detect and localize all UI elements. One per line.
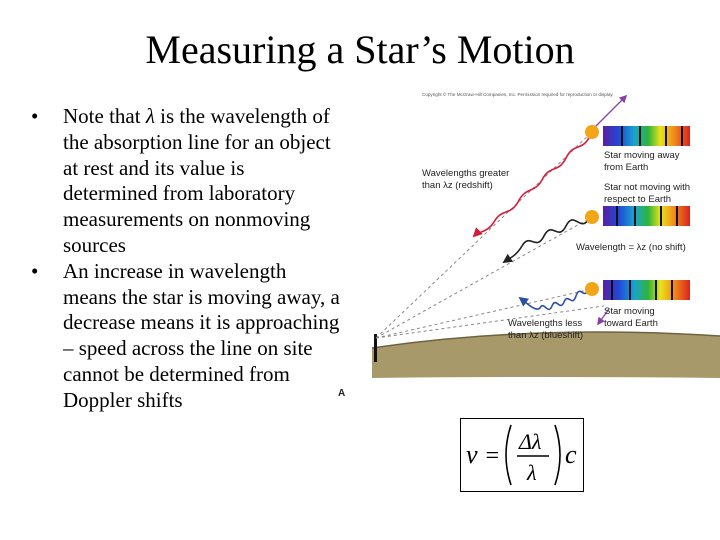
spectrum-redshifted — [603, 126, 690, 146]
bullet-item — [28, 258, 346, 414]
motion-arrow-away — [594, 96, 626, 128]
doppler-figure — [336, 86, 720, 400]
star-at-rest — [585, 210, 599, 224]
doppler-formula — [460, 418, 584, 492]
redshift-label: Wavelengths greater than λz (redshift) — [422, 168, 510, 191]
formula-right-paren — [555, 425, 560, 485]
panel-letter: A — [338, 388, 346, 399]
formula-denominator: λ — [527, 460, 537, 485]
bullet-dot: • — [31, 104, 39, 128]
star-moving-toward — [585, 282, 599, 296]
moving-toward-label: Star moving toward Earth — [604, 306, 658, 329]
bullet-text-part: is the wavelength of the absorption line for an object at rest and its value is determined from laboratory measurements on nonmoving sources — [63, 104, 331, 257]
bullet-dot: • — [31, 258, 39, 283]
formula-c: c — [565, 440, 577, 469]
bullet-text-part: Note that — [63, 104, 146, 128]
blueshift-label: Wavelengths less than λz (blueshift) — [508, 318, 583, 341]
formula-v: v — [466, 440, 478, 469]
bullet-text: An increase in wavelength means the star is moving away, a decrease means it is approaching – speed across the line on site cannot be determined from Doppler shifts — [63, 258, 340, 412]
spectrum-blueshifted — [603, 280, 690, 300]
lambda-symbol: λ — [145, 104, 155, 128]
formula-graphic — [461, 419, 582, 490]
moving-away-label: Star moving away from Earth — [604, 150, 680, 173]
formula-left-paren — [506, 425, 511, 485]
noshift-label: Wavelength = λz (no shift) — [576, 242, 686, 253]
formula-equals: = — [484, 443, 501, 469]
copyright-notice: Copyright © The McGraw-Hill Companies, Inc. Permission required for reproduction or display. — [422, 92, 614, 97]
blueshift-wave — [520, 290, 588, 309]
bullet-list — [28, 104, 346, 414]
slide-title: Measuring a Star’s Motion — [145, 27, 575, 72]
star-moving-away — [585, 125, 599, 139]
spectrum-unshifted — [603, 206, 690, 226]
at-rest-label: Star not moving with respect to Earth — [604, 182, 691, 205]
formula-numerator: Δλ — [519, 429, 542, 454]
bullet-item — [28, 104, 343, 259]
